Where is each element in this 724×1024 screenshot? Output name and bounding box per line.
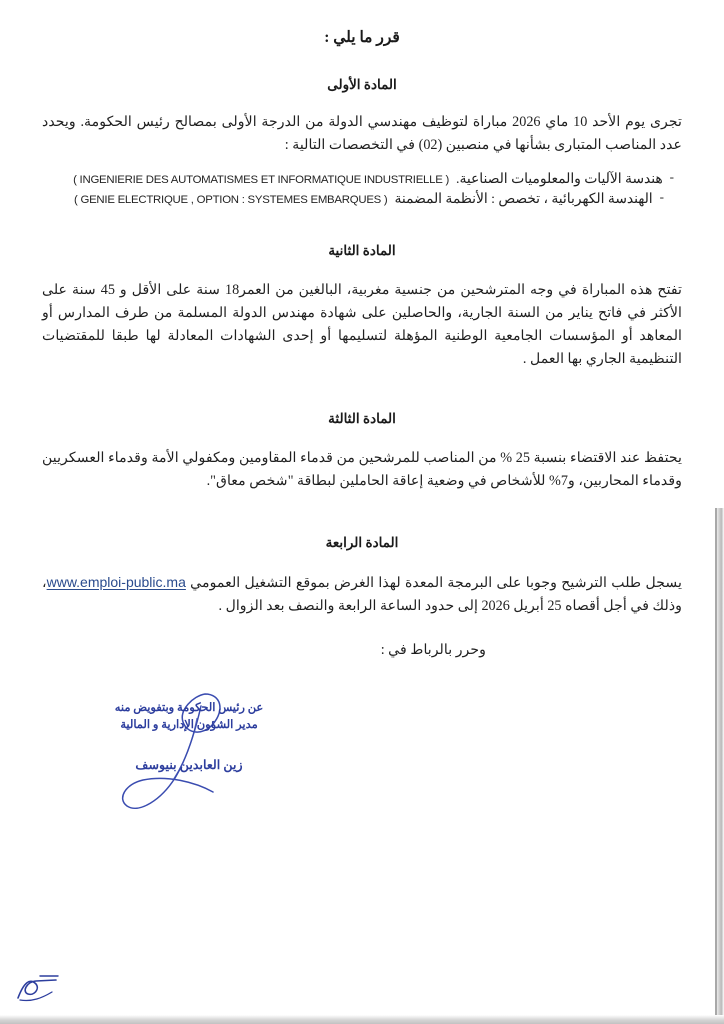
- article-four-heading: المادة الرابعة: [325, 535, 399, 550]
- article-two-body: تفتح هذه المباراة في وجه المترشحين من جنسية مغربية، البالغين من العمر18 سنة على الأقل و 45 سنة على الأكثر في فاتح يناير من السنة الجارية، والحاصلين على شهادة مهندس الدولة المسلمة من طرف المدارس أو المعاهد أو المؤسسات الجامعية الوطنية المؤهلة لتسليمها أو إحدى الشهادات المعادلة لها طبقا للمقتضيات التنظيمية الجاري بها العمل .: [42, 282, 682, 367]
- specialization-label-arabic: هندسة الآليات والمعلوميات الصناعية.: [456, 171, 663, 186]
- bullet-dash-icon: -: [669, 169, 674, 184]
- article-four-body: [28, 571, 696, 618]
- specialization-label-arabic: الهندسة الكهربائية ، تخصص : الأنظمة المضمنة: [394, 191, 653, 206]
- article-three: [28, 411, 696, 493]
- article-two-heading: المادة الثانية: [328, 243, 396, 258]
- closing-place-date-line: وحرر بالرباط في :: [380, 642, 486, 658]
- specialization-label-french: ( GENIE ELECTRIQUE , OPTION : SYSTEMES EMBARQUES ): [74, 194, 388, 206]
- list-item: [28, 191, 674, 207]
- article-three-body: يحتفظ عند الاقتضاء بنسبة 25 % من المناصب للمرشحين من قدماء المقاومين ومكفولي الأمة وقدماء العسكريين وقدماء المحاربين، و7% للأشخاص في وضعية إعاقة الحاملين لبطاقة "شخص معاق".: [42, 450, 682, 489]
- signature-title-line: مدير الشؤون الإدارية و المالية: [120, 718, 258, 731]
- document-intro-line: قرر ما يلي :: [324, 29, 400, 46]
- specialization-label-french: ( INGENIERIE DES AUTOMATISMES ET INFORMATIQUE INDUSTRIELLE ): [73, 174, 450, 186]
- article-one-heading: المادة الأولى: [327, 77, 397, 92]
- signature-block: [74, 700, 304, 773]
- signature-delegation-line: عن رئيس الحكومة وبتفويض منه: [114, 702, 264, 714]
- signature-name: زين العابدين بنيوسف: [135, 758, 243, 773]
- specialization-list: [28, 171, 696, 207]
- article-four-text-after-link: ، وذلك في أجل أقصاه 25 أبريل 2026 إلى حدود الساعة الرابعة والنصف بعد الزوال .: [42, 575, 682, 614]
- article-two: [28, 243, 696, 371]
- list-item: [28, 171, 674, 187]
- article-one-body: تجرى يوم الأحد 10 ماي 2026 مباراة لتوظيف مهندسي الدولة من الدرجة الأولى بمصالح رئيس الحكومة. ويحدد عدد المناصب المتبارى بشأنها في منصبين (02) في التخصصات التالية :: [42, 114, 682, 153]
- article-four: [28, 535, 696, 618]
- emploi-public-link[interactable]: www.emploi-public.ma: [46, 574, 186, 590]
- article-three-heading: المادة الثالثة: [328, 411, 396, 426]
- bullet-dash-icon: -: [659, 189, 664, 204]
- article-one: [28, 77, 696, 207]
- article-four-text-before-link: يسجل طلب الترشيح وجوبا على البرمجة المعدة لهذا الغرض بموقع التشغيل العمومي: [190, 575, 682, 591]
